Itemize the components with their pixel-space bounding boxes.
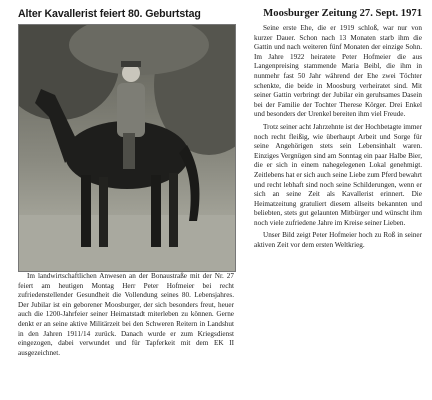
article-photo xyxy=(18,24,236,272)
newspaper-dateline: Moosburger Zeitung 27. Sept. 1971 xyxy=(263,8,422,19)
photo-icon xyxy=(19,25,235,271)
paragraph: Trotz seiner acht Jahrzehnte ist der Hochbetagte immer noch recht fleißig, wie überhaupt Arbeit und Sorge für seine Angehörigen stets sein Lebensinhalt waren. Einziges Vergnügen sind am Sonntag ein paar Halbe Bier, die er sich in einem nahegelegenen Lokal genehmigt. Zeitlebens hat er sich auch seine Liebe zum Pferd bewahrt und recht lebhaft sind noch seine Schilderungen, wenn er sich an seine Zeit als Kavallerist erinnert. Die Heimatzeitung gratuliert diesem allseits bekannten und beliebten, stets gut gelaunten Mitbürger und wünscht ihm noch viele zufriedene Jahre im Kreise seiner Lieben. xyxy=(254,122,422,227)
paragraph: Seine erste Ehe, die er 1919 schloß, war nur von kurzer Dauer. Schon nach 13 Monaten starb ihm die Gattin und nach weiteren fünf Monaten der einzige Sohn. Im Jahre 1922 heiratete Peter Hofmeier die aus Langenpreising stammende Maria Beibl, die ihm in nunmehr fast 50 Jahr während der Ehe zwei Töchter schenkte, die beide in Moosburg verheiratet sind. Mit seiner Gattin verbringt der Jubilar ein geruhsames Dasein bei der Familie der Tochter Therese Körger. Drei Enkel und besonders der Urenkel bereiten ihm viel Freude. xyxy=(254,24,422,119)
article-headline: Alter Kavallerist feiert 80. Geburtstag xyxy=(18,8,201,20)
article-body-right xyxy=(254,24,422,254)
paragraph: Im landwirtschaftlichen Anwesen an der Bonaustraße mit der Nr. 27 feiert am heutigen Montag Herr Peter Hofmeier bei recht zufriedenstellender Gesundheit die Vollendung seines 80. Lebensjahres. Der Jubilar ist ein geborener Moosburger, der sich besonders freut, heuer auch die 1200-Jahrfeier seiner Heimatstadt miterleben zu können. Gerne denkt er an seine aktive Militärzeit bei den Schweren Reitern in Landshut in den Jahren 1911/14 zurück. Danach wurde er zum Kriegsdienst eingezogen, dabei verwundet und für Tapferkeit mit dem EK II ausgezeichnet. xyxy=(18,272,234,357)
photo-caption: Unser Bild zeigt Peter Hofmeier hoch zu Roß in seiner aktiven Zeit vor dem ersten Weltkrieg. xyxy=(254,231,422,250)
article-body-left xyxy=(18,272,234,358)
